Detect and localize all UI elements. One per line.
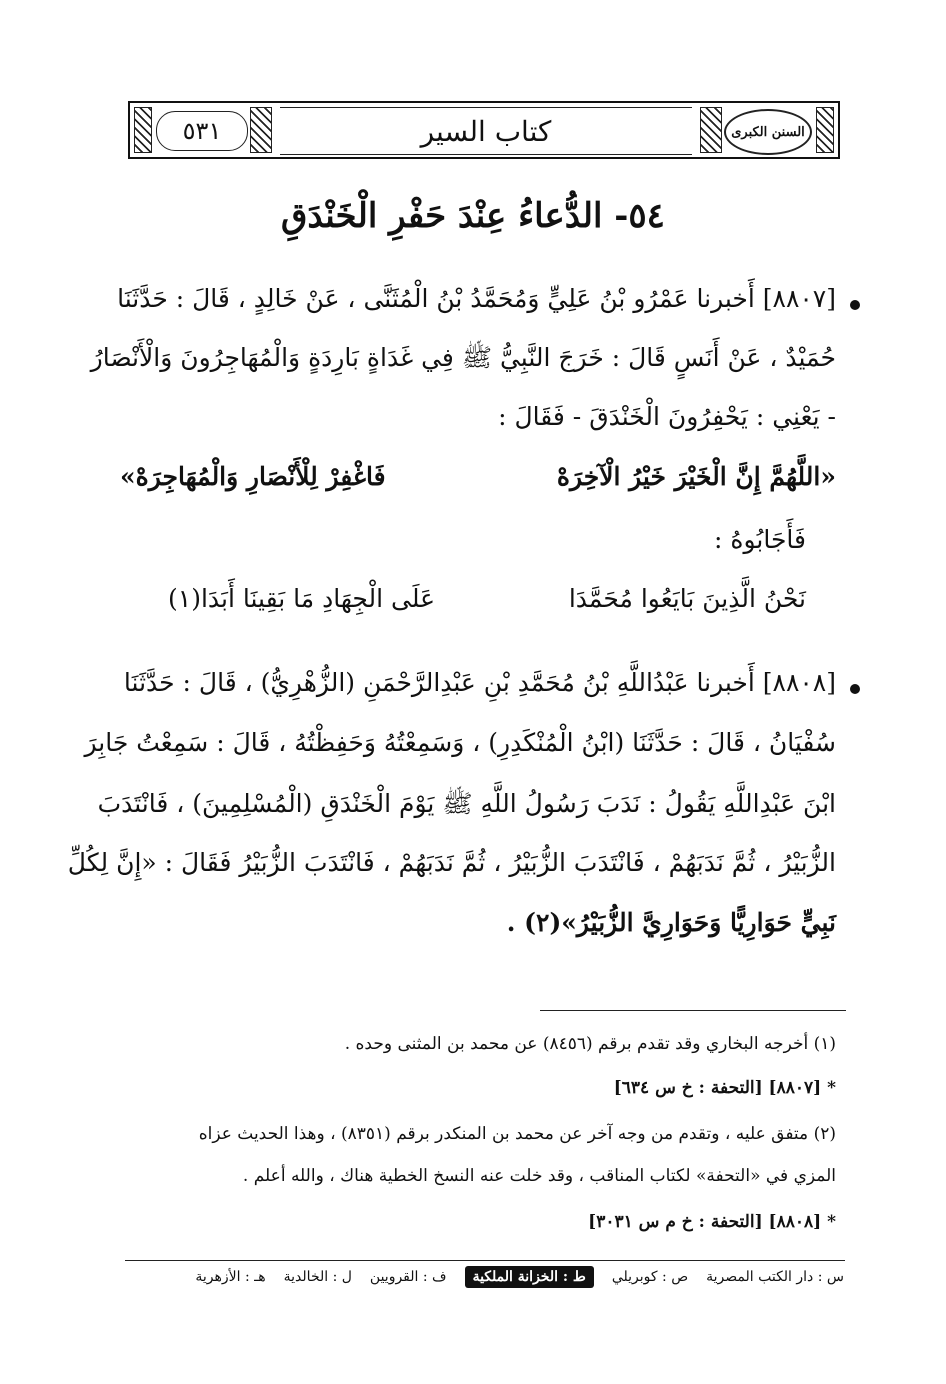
legend-item-sad: ص : كوبريلي — [611, 1269, 689, 1285]
verse-1-right-hemistich: «اللَّهُمَّ إِنَّ الْخَيْرَ خَيْرُ الْآخِرَهْ — [556, 462, 836, 491]
response-text: فَأَجَابُوهُ : — [714, 525, 806, 554]
legend-item-lam: ل : الخالدية — [283, 1269, 352, 1285]
hadith-8808-line-3: ابْنَ عَبْدِاللَّهِ يَقُولُ : نَدَبَ رَسُولُ اللَّهِ ﷺ يَوْمَ الْخَنْدَقِ (الْمُسْلِمِينَ) ، فَانْتَدَبَ — [97, 789, 836, 818]
verse-2-right-hemistich: نَحْنُ الَّذِينَ بَايَعُوا مُحَمَّدَا — [568, 584, 806, 613]
tuhfa-reference-8808: * [٨٨٠٨] [التحفة : خ م س ٣٠٣١] — [588, 1212, 836, 1232]
hadith-8808-line-4: الزُّبَيْرُ ، ثُمَّ نَدَبَهُمْ ، فَانْتَدَبَ الزُّبَيْرُ ، ثُمَّ نَدَبَهُمْ ، فَانْتَدَبَ الزُّبَيْرُ فَقَالَ : «إِنَّ لِكُلِّ — [67, 848, 836, 877]
footnote-2-line-1: (٢) متفق عليه ، وتقدم من وجه آخر عن محمد بن المنكدر برقم (٨٣٥١) ، وهذا الحديث عزاه — [198, 1124, 836, 1144]
legend-item-ta: ط : الخزانة الملكية — [465, 1266, 594, 1288]
title-panel — [280, 107, 692, 155]
ornament-border — [700, 107, 722, 153]
legend-item-fa: ف : القرويين — [369, 1269, 447, 1285]
legend-separator — [125, 1260, 845, 1261]
tuhfa-reference-8807: * [٨٨٠٧] [التحفة : خ س ٦٣٤] — [613, 1078, 836, 1098]
bullet-icon — [850, 300, 860, 310]
hadith-8807-line-2: حُمَيْدٌ ، عَنْ أَنَسٍ قَالَ : خَرَجَ النَّبِيُّ ﷺ فِي غَدَاةٍ بَارِدَةٍ وَالْمُهَاجِرُونَ وَالْأَنْصَارُ — [90, 343, 836, 372]
header-banner — [128, 101, 840, 159]
legend-item-s: س : دار الكتب المصرية — [706, 1269, 844, 1285]
book-logo: السنن الكبرى — [724, 109, 812, 155]
hadith-8807-line-1: [٨٨٠٧] أَخبرنا عَمْرُو بْنُ عَلِيٍّ وَمُحَمَّدُ بْنُ الْمُثَنَّى ، عَنْ خَالِدٍ ، قَالَ : حَدَّثَنَا — [117, 284, 836, 313]
verse-1-left-hemistich: فَاغْفِرْ لِلْأَنْصَارِ وَالْمُهَاجِرَهْ» — [120, 462, 386, 491]
legend-item-ha: هـ : الأزهرية — [195, 1269, 266, 1285]
ornament-border — [134, 107, 152, 153]
book-title: كتاب السير — [420, 114, 552, 148]
hadith-8808-line-1: [٨٨٠٨] أَخبرنا عَبْدُاللَّهِ بْنُ مُحَمَّدِ بْنِ عَبْدِالرَّحْمَنِ (الزُّهْرِيُّ) ، قَالَ : حَدَّثَنَا — [123, 668, 836, 697]
ornament-border — [250, 107, 272, 153]
page-number: ٥٣١ — [156, 111, 248, 151]
verse-2-left-hemistich: عَلَى الْجِهَادِ مَا بَقِينَا أَبَدَا(١) — [168, 584, 436, 613]
hadith-8808-line-5: نَبِيٍّ حَوَارِيًّا وَحَوَارِيَّ الزُّبَيْرُ»(٢) . — [506, 908, 836, 937]
ornament-border — [816, 107, 834, 153]
footnote-separator — [540, 1010, 846, 1011]
hadith-8808-line-2: سُفْيَانُ ، قَالَ : حَدَّثَنَا (ابْنُ الْمُنْكَدِرِ) ، وَسَمِعْتُهُ وَحَفِظْتُهُ ، قَالَ : سَمِعْتُ جَابِرَ — [84, 728, 836, 757]
footnote-2-line-2: المزي في «التحفة» لكتاب المناقب ، وقد خلت عنه النسخ الخطية هناك ، والله أعلم . — [242, 1166, 836, 1186]
footnote-1: (١) أخرجه البخاري وقد تقدم برقم (٨٤٥٦) عن محمد بن المثنى وحده . — [344, 1034, 836, 1054]
chapter-heading: ٥٤- الدُّعاءُ عِنْدَ حَفْرِ الْخَنْدَقِ — [281, 196, 665, 236]
bullet-icon — [850, 684, 860, 694]
manuscript-legend — [195, 1266, 844, 1288]
hadith-8807-line-3: - يَعْنِي : يَحْفِرُونَ الْخَنْدَقَ - فَقَالَ : — [498, 402, 836, 431]
